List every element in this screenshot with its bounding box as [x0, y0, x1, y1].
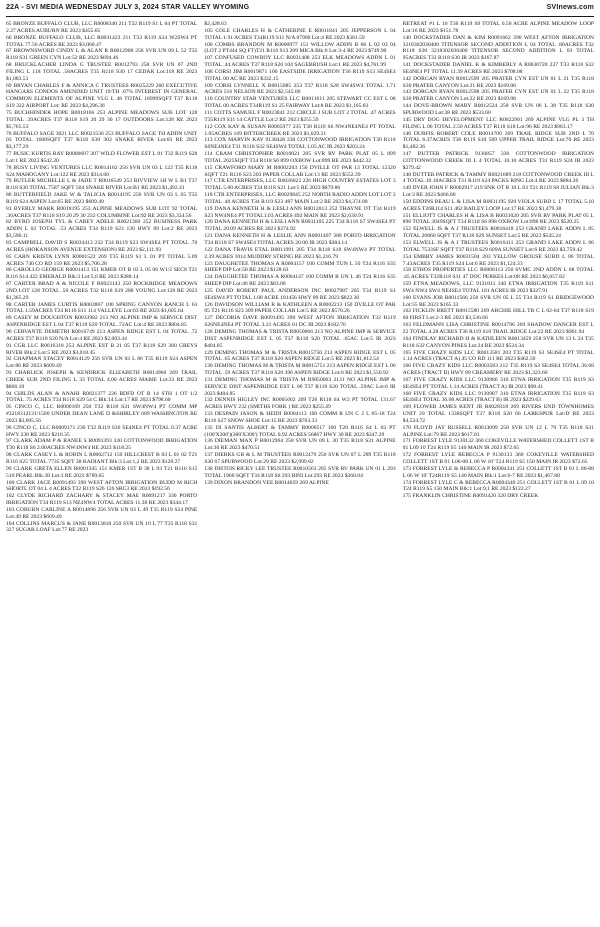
tax-listing-entry: 115 CRAWFORD MARY M R0002203 150 DVILLE OT PAR 13 TOTAL 12320 SQFT T21 R116 S23 203 PAPER COLLAR Lot:13 RE 2023 $552.39	[204, 164, 396, 178]
tax-listing-entry: 130 DEMING THOMAS M & TRISTA M R0015751 213 ASPEN RIDGE EST L 06 TOTAL .59 ACRES T37 R118 S20 396 ASPEN RIDGE Lot:6 RE 2023 $1,550.92	[204, 363, 396, 377]
tax-listing-entry: RETREAT #1 L 16 T36 R119 S9 TOTAL 0.50 ACRE ALPINE MEADOW LOOP Lot:16 RE 2023 $151.78	[402, 21, 594, 34]
tax-listing-entry: 129 DEMING THOMAS M & TRISTA R0015750 213 ASPEN RIDGE EST L 05 TOTAL .65 ACRES T37 R118 S20 ASPEN RIDGE Lot:5 RE 2023 $1,812.54	[204, 349, 396, 363]
tax-listing-entry: 147 DUTTER PATRICK 9130857 330 COTTONWOOD IRRIGATION COTTONWOOD CREEK III L 4 TOTAL 10.10 ACRES T31 R119 S24 IR 2023 $279.42	[402, 151, 594, 171]
tax-listing-entry: 152 ELWELL JS & A J TRUSTEES R0016418 253 GRAND LAKE ADDN L 05 TOTAL 20860 SQFT T37 R118 S29 SUNSET Lot:5 RE 2023 $545.24	[402, 226, 594, 240]
tax-listing-entry: 104 COLLINS MARCUS & JANE R0013818 250 SVR UN 10 L 77 T35 R118 S31 327 SUGAR LOAF Lot:77 RE 2023	[6, 520, 198, 534]
tax-listing-entry: 120 DANA KENNETH H & LESLI ANN R0031105 225 T34 R118 S7 SW4SE4 PT TOTAL 20.09 ACRES RE 2023 $274.92	[204, 219, 396, 233]
tax-listing-entry: 131 DEMING THOMAS M & TRISTA M R9050063 2131 NO ALPINE IMP & SERVICE DIST ASPENRIDGE EST L 06 T37 R118 S20 TOTAL .59AC Lot:6 IR 2023 $404.85	[204, 376, 396, 397]
tax-listing-entry: 107 CONFUSED COWBOY LLC R0031408 253 ELK MEADOWS ADDN L 01 TOTAL .44 ACRES T37 R118 S20 104 SAGEBRUSH Lot:1 RE 2023 $4,761.99	[204, 55, 396, 69]
tax-listing-entry: 82 BYRD JOSEPH TYL & CAREY ADELE R0021360 252 BUSINESS PARK ADDN L 02 TOTAL .53 ACRES T34 R119 S23 130 HWY 89 Lot:2 RE 2023 $3,596.11	[6, 219, 198, 240]
tax-listing-entry: 138 DISTON RICKY LEE TRUSTEE R0010563 205 SVR RV PARK UN 01 L 293 TOTAL 1960 SQFT T34 R118 S6 293 BINI Lot:293 RE 2023 $368.04	[204, 465, 396, 479]
column-right	[403, 21, 594, 926]
tax-listing-entry: $2,428.63	[204, 21, 227, 27]
tax-listing-entry: 112 COX KAY & SUSAN R0005977 235 T30 R118 S6 NW4NE4NE4 PT TOTAL 1.05ACRES 169 BITTERCREEK RE 2023 $1,029.31	[204, 123, 396, 137]
tax-listing-entry: 143 DORGAN RYAN R0012598 205 PRATER CYN EST UN 01 L 22 T35 R118 S30 PRATER CANYON Lot:22 RE 2023 $169.08	[402, 89, 594, 103]
tax-listing-entry: 111 COTTS SAMUEL F R0023841 212 CIRCLE J SUB LOT 2 TOTAL .47 ACRES T35R119 S11 14 CATTLE Lot:2 RE 2023 $255.59	[204, 109, 396, 123]
tax-listing-entry: 123 DAUGHETEE THOMAS A R0004157 100 COMM TUN L 50 T24 R116 S35 SHEEP DIP Lot:50 RE 2023 $128.63	[204, 260, 396, 274]
tax-listing-entry: 67 BROWNSWORD CINDY L & ALAN R R0012908 258 SVR UN 09 L 52 T35 R118 S31 GREEN CYN Lot:52 RE 2023 $694.46	[6, 48, 198, 62]
tax-listing-entry: 93 CHARLICK JOSEPH & KENDRICK ELIZABETH R0014960 269 TRAIL CREEK SUB 2ND FILING L 33 TOTAL 4.00 ACRES MABIE Lot:33 RE 2023 $866.18	[6, 370, 198, 390]
tax-listing-entry: 108 CORSI JIM R0019871 100 EASTSIDE IRRIGATION T36 R119 S13 SE4SE4 TOTAL 00 AC RE 2023 $332.15	[204, 68, 396, 82]
tax-listing-entry: 106 COMBS BRANDON M R0000977 151 WILLOW ADDN B 06 L 02 03 04 (LOT 2 PT444 SQ FT)T21 R116 S13 209 MICA Blk:6 Lot:3-4 RE 2023 $749.90	[204, 41, 396, 55]
tax-listing-entry: 99 CLARK GRETA ELLEN R0001345 151 KMER 1ST B 38 L 03 T21 R116 S15 510 PEARL Blk:38 Lot:3 RE 2023 $789.65	[6, 465, 198, 479]
page-header	[6, 4, 594, 17]
tax-listing-entry: 88 CARTER JAMES CURTIS R0003867 100 SPRING CANYON RANCH L 63 TOTAL 1.59ACRES T24 R116 S11 114 VALLEYE Lot:63 RE 2023 $1,605.64	[6, 301, 198, 315]
tax-listing-entry: 168 FIVE CRAZY KIDS LLC 9130987 310 ETNA IRRIGATION T35 R119 S3 SE4SE4 TOTAL 36.68 ACRES (TRACT B) IR 2023 $229.63	[402, 390, 594, 404]
tax-listing-entry: 144 DOVE-BROWN MARY R0012524 258 SVR UN 06 L 38 T35 R118 S30 SPURWOOD Lot:38 RE 2023 $533.60	[402, 103, 594, 116]
column-left	[6, 21, 197, 926]
tax-listing-entry: 98 CLARK CASEY L & ROBIN L R0002712 150 HILLCREST B 03 L 01 02 T21 R116 S25 TOTAL 7735 SQFT 38 RADIANT Blk:3 Lot:1,2 RE 2023 $128.27	[6, 452, 198, 465]
tax-listing-entry: 102 CLYDE RICHARD ZACHARY & STACEY MAE R0091217 330 PORTO IRRIGATION T34 R119 S13 NE4NW4 TOTAL ACRES 11.38 RE 2023 $344.17	[6, 493, 198, 507]
tax-listing-entry: 125 DAVID ROBERT PAUL ANDERSON INC R0027987 205 T34 R119 S1 SE4SW4 PT TOTAL 1.00 ACRE 101456 HWY 89 RE 2023 $822.30	[204, 287, 396, 301]
tax-listing-entry: 96 CINCO C, LLC R0009171 230 T32 R119 S36 SE4NE4 PT TOTAL 0.37 ACRE HWY 238 RE 2023 $216.35	[6, 424, 198, 438]
tax-listing-entry: 166 FIVE CRAZY KIDS LLC R0003583 212 T35 R119 S3 SE4SE4 TOTAL 36.68 ACRES (TRACT B) HWY 89 CREAMERY RE 2023 $1,323.60	[402, 363, 594, 377]
tax-listing-entry: 170 FLOYD JAY RUSSELL R0013099 258 SVR UN 12 L 79 T35 R118 S31 ALPINE Lot:79 RE 2023 $617.81	[402, 424, 594, 438]
tax-listing-entry: 86 CAROLLO GEORGE R0001413 151 KMER OT B 03 L 05 06 W1/2 SEC8 T21 R116 S14 422 EMERALD Blk:3 Lot:5,6 RE 2023 $388.14	[6, 267, 198, 281]
tax-listing-entry: 78 BUSY LIVING VENTURES LLC R0014162 256 SVR UN 03 L 122 T35 R118 S24 MAHOGANY Lot:122 RE 2023 $314.00	[6, 164, 198, 178]
tax-listing-entry: 175 FRANKLIN CHRISTINE R0091420 320 DRY CREEK	[402, 493, 539, 500]
tax-listing-entry: 83 CAMPBELL DAVID S R0034413 232 T34 R119 S23 SW4SE4 PT TOTAL .70 ACRES (HOKANSON AVENUE EXTENSION) RE 2023 $2,111.93	[6, 240, 198, 253]
tax-listing-entry: 158 ETHOS PROPERTIES LLC R0008113 250 SVMC 2ND ADDN L 08 TOTAL .45 ACRES T32R118 S31 47 DOC PERKES Lot:08 RE 2023 $6,657.82	[402, 267, 594, 281]
tax-listing-entry: 92 CHAPMAN STACEY R0014129 256 SVR UN 03 L 86 T35 R119 S24 ASPEN Lot:86 RE 2023 $609.49	[6, 356, 198, 370]
tax-listing-entry: 135 DI SANTIS ALBERT & TAMMY R0000517 100 T20 R116 S4 L 03 PT (100'X300')(300'X300') TOTAL 0.92 ACRES 56867 HWY 30 RE 2023 $347.29	[204, 424, 396, 438]
tax-listing-entry: 100 CLARK JACE R0091493 390 WEST AFTON IRRIGATION BUDD M RICH SHORTL OT 04 L 4 ACRES T32 R119 S26 126 SRC3 RE 2023 $192.56	[6, 479, 198, 493]
tax-listing-entry: 66 BRONZE BUFFALO CLUB, LLC R0031423 211 T33 R119 S34 W2SW4 PT TOTAL 77.56 ACRES RE 2023 $3,060.47	[6, 34, 198, 48]
tax-listing-entry: 121 DANA KENNETH H & LESLIE ANN R0091407 380 PORTO IRRIGATION T34 R118 S7 SW4SE4 TOTAL ACRES 20.00 IR 2023 $384.14	[204, 233, 396, 246]
tax-listing-entry: 159 ETNA MEADOWS, LLC 9131011 340 ETNA IRRIGATION T35 R119 S11 SW4 NW4 SW4 NE4SE4 TOTAL 181 ACRES IR 2023 $327.91	[402, 281, 594, 294]
tax-listing-entry: 114 CRAM CHRISTOPHER R0010021 205 SVR RV PARK PLAT 05 L 899 TOTAL 2625SQFT T34 R118 S6 899 OXBOW Lot:899 RE 2023 $442.32	[204, 151, 396, 164]
tax-listing-entry: 126 DAVIDSON WILLIAM R & KATHLEEN A R0002213 150 DVILLE OT PAR 05 T21 R116 S23 309 PAPER COLLAR Lot:5 RE 2023 $570.26	[204, 301, 396, 315]
tax-listing-entry: 81 BYERLY MARK R0018195 253 ALPINE MEADOWS SUB LOT 92 TOTAL .36ACRES T37 R118 S19 20 29 30 232 COLUMBINE Lot:92 RE 2023 $3,334.56	[6, 205, 198, 219]
tax-listing-entry: 122 DANA TRAVIS ETAL R0011991 205 T34 R118 S18 SW4NW4 PT TOTAL 2.39 ACRES 1014 MUDDRY STRING RE 2023 $1,216.79	[204, 246, 396, 260]
tax-listing-entry: 153 ELWELL JS & A J TRUSTEES R0016411 253 GRAND LAKE ADDN L 06 TOTAL 7533SF SQFT T37 R118 S29 609A SUNSET Lot:6 RE 2023 $3,759.42	[402, 240, 594, 253]
tax-listing-entry: 140 DOCKSTADER DAN & KIM R0091662 390 WEST AFTON IRRIGATION 3218302030400 TITENSOR SECOND ADDITION L 04 TOTAL .80ACRES T32 R118 S30 3218302030400 TITENSOR SECOND ADDITION L 03 TOTAL 95ACRES T32 R118 S30 IR 2023 $167.87	[402, 34, 594, 62]
tax-listing-entry: 165 FIVE CRAZY KIDS LLC R0013581 203 T35 R119 S3 SE4SE4 PT TOTAL 1.14 ACRES (TRACT A) 45 CO RD 111 RE 2023 $462.50	[402, 349, 594, 363]
tax-listing-entry: 162 FICKLIN BRETT R0015580 269 ARCHIE HILL TR C L 02-04 T37 R118 S19 60 FIRST Lot:2-3 RE 2023 $3,536.66	[402, 308, 594, 322]
tax-listing-entry: 94 CHILDS ALAN & ANAHI R0021377 226 BDFD OT B 14 STH 1 OT 1/2 TOTAL .75 ACRES T34 R118 S29 54 C Blk:14 Lot:17 RE 2023 $798.60	[6, 390, 198, 404]
tax-listing-entry: 169 FLOWER JAMES KENT JR R0028318 269 RIVERS END TOWNHOMES UNIT 20 TOTAL 1338SQFT T37 R118 S20 66 LARKSPUR Lot:D RE 2023 $4,524.72	[402, 404, 594, 424]
tax-listing-entry: 154 EMBRY JAMES R0031504 203 YELLOW GROUSE SUBD L 06 TOTAL 7.43ACRES T35 R119 S24 Lot:6 RE 2023 $1,124.33	[402, 253, 594, 267]
tax-listing-entry: 142 DORGAN RYAN R0012599 205 PRATER CYN EST UN 01 L 21 T35 R118 S30 PRATER CANYON Lot:21 RE 2023 $169.08	[402, 75, 594, 89]
tax-listing-entry: 148 DUTTER PATRICK & TAMMY R0021689 218 COTTONWOOD CREEK III L 4 TOTAL 10.10ACRES T31 R119 S24 PACKS RING Lot:4 RE 2023 $884.26	[402, 171, 594, 185]
tax-listing-entry: 113 COX MARVIN KAY 9130428 330 COTTONWOOD IRRIGATION T30 R118 S6NE4NE4 T31 N118 S32 SE4SW4 TOTAL 1.05 AC IR 2023 $203.24	[204, 137, 396, 151]
tax-listing-entry: 136 DIEMAN MAX P R0012964 258 SVR UN 09 L 30 T35 R118 S31 ALPINE Lot:30 RE 2023 $470.51	[204, 438, 396, 452]
tax-listing-entry: 146 DURFIS ROBERT COLE R0014700 269 TRAIL RIDGE SUB 2ND L 70 TOTAL 6.37ACRES T36 R119 S10 589 UPPER TRAIL RIDGE Lot:70 RE 2023 $1,482.36	[402, 130, 594, 151]
tax-listing-entry: 69 BRYAN CHARLES F & ANNICA C TRUSTEES R0025229 260 EXECUTIVE HANGARS CONDOS AMENDED UNIT 19/TH .07% INTEREST IN GENERAL COMMON ELEMENTS OF ALPINE VLG L 48 TOTAL 18999SQFT T37 R118 S19 322 AIRPORT Lot: RE 2023 $4,296.36	[6, 82, 198, 110]
tax-listing-entry: 172 FORREST LYLE REBECCA P 9130133 360 COKEVILLE WATERSHED COLLETT 1ST B 01 L06-08 L 06 W 10' T24 R119 S5 150 MAIN IR 2023 $72.65	[402, 452, 594, 465]
tax-listing-entry: 103 COBURN CARLINE A R0014896 256 SVR UN 03 L 49 T35 R119 S24 PINE Lot:49 RE 2023 $609.49	[6, 506, 198, 520]
tax-listing-entry: 65 BRONZE BUFFALO CLUB, LLC R0008340 211 T32 R119 S1 L 04 PT TOTAL 2.27 ACRES AUBURN RE 2023 $455.65	[6, 21, 198, 34]
tax-listing-entry: 150 EDDINS BEAU L & LISA M R0031195 920 VIOLA SUBD L 17 TOTAL 5.10 ACRES T26R114 S11 462 BAILEY LOOP Lot:17 RE 2023 $1,479.38	[402, 198, 594, 212]
tax-listing-entry: 79 BUTLER MICHELLE L & JADE T R0016549 253 RIVVIEW 1H W L B1 T37 R118 S30 TOTAL 7587 SQFT 504 SNAKE RIVER Lot:B1 RE 2023 $1,492.41	[6, 178, 198, 192]
tax-listing-entry: 133 DESPAIN JASON & HEIDI R0004113 100 COMM R UN C 2 L 05-18 T24 R116 S27 SNOW SHOE Lot:15 RE 2023 $763.33	[204, 411, 396, 424]
tax-listing-entry: 173 FORREST LYLE & REBECCA P R0004341 251 COLLETT 1ST B 01 L 06-08 L 06 W 10' T24R119 S5 140 MAIN Blk:1 Lot:6-7 RE 2023 $1,467.88	[402, 465, 594, 479]
tax-listing-entry: 167 FIVE CRAZY KIDS LLC 9130986 310 ETNA IRRIGATION T35 R119 S3 SE4SE4 PT TOTAL 1.14 ACRES (TRACT A) IR 2023 $90.41	[402, 376, 594, 390]
tax-listing-entry: 145 DRY DOG DEVELOPMENT LLC R0022901 269 ALPINE VLG PL 3 TH FILING L 06 TOTAL 2.50 ACRES T37 R118 S18 Lot:96 RE 2023 $963.17	[402, 116, 594, 130]
tax-listing-entry: 110 COUNTRY STAR VENTURES LLC R0011611 205 STEWART CC EST L 08 TOTAL 00 ACRES T34R119 S1 25 FAIRWAY Lot:8 RE 2023 $1,165.83	[204, 96, 396, 110]
tax-listing-entry: 164 FINDLAY RICHARD H & KATHLEEN R0013459 258 SVR UN 13 L 24 T35 R118 S32 CANYON PINES Lot:24 RE 2023 $524.34	[402, 335, 594, 349]
tax-listing-entry: 132 DENNIS HIGLEY INC R0005662 209 T26 R118 S4 W2 PT TOTAL 131.67 ACRES HWY 232 (SMITHS FORK ) RE 2023 $255.49	[204, 397, 396, 411]
tax-listing-entry: 89 CASEY M DOUGHTON R0033982 213 NO ALPINE IMP & SERVICE DIST ASPENRIDGE EST L 04 T37 R118 S20 TOTAL .72AC Lot:4 RE 2023 $804.85	[6, 315, 198, 329]
tax-listing-entry: 163 FELDMANN LISA CHRISTINE R0014796 269 SHADOW DANCER EST L 22 TOTAL 4.28 ACRES T36 R119 S10 TRAIL RIDGE Lot:22 RE 2023 $961.94	[402, 322, 594, 335]
tax-listing-entry: 87 CARTER BRAD A & NICOLE F R0023143 250 ROCKRIDGE MEADOWS 2ND LOT 128 TOTAL .50 ACRES T32 R118 S19 288 YOUNG Lot:128 RE 2023 $1,365.29	[6, 281, 198, 301]
tax-listing-entry: 171 FORREST LYLE 9130132 360 COKEVILLE WATERSHED COLLETT 1ST B 01 L09 10 T24 R119 S5 140 MAIN IR 2023 $72.65	[402, 438, 594, 452]
header-edition-line: 22A - SVI MEDIA WEDNESDAY JULY 3, 2024 STAR VALLEY WYOMING	[6, 4, 250, 11]
tax-list-columns	[6, 21, 594, 926]
tax-listing-entry: 77 BUSIC KURTIS RAY R0000607 207 WILD FLOWER EST L 01 T32 R119 S28 Lot:1 RE 2023 $542.20	[6, 151, 198, 164]
tax-listing-entry: 128 DEMING THOMAS & TRISTA R9050066 213 NO ALPINE IMP & SERVICE DIST ASPENRIDGE EST L 05 T37 R118 S20 TOTAL .65AC Lot:5 IR 2023 $404.85	[204, 328, 396, 349]
tax-listing-entry: 117 CTR ENTERPRISES, LLC R0026022 226 HIGH COUNTRY ESTATES LOT 3 TOTAL 5.00 ACRES T34 R118 S21 Lot:5 RE 2023 $879.86	[204, 178, 396, 192]
tax-listing-entry: 109 CORSI LYNNELL X R0015885 253 T37 R118 S28 SW4SW4 TOTAL 1.71 ACRES 516 NELSON RE 2023 $2,545.06	[204, 82, 396, 96]
tax-listing-entry: 127 DECORIA DAVE R0091495 390 WEST AFTON IRRIGATION T32 R119 S26NE4NE4 PT TOTAL 3.21 ACRES 01 DC IR 2023 $182.76	[204, 315, 396, 329]
tax-listing-entry: 141 DOCKSTADER DANIEL K & KIMBERLY A R0030720 237 T33 R118 S32 SE4NE4 PT TOTAL 11.39 ACRES RE 2023 $708.08	[402, 62, 594, 75]
tax-listing-entry: 151 ELLIOTT CHARLES H & LISA B R0031020 205 SVR RV PARK PLAT 05 L 898 TOTAL 3049SQFT T34 R118 S6 898 OXBOW Lot:898 RE 2023 $520.25	[402, 212, 594, 226]
tax-listing-entry: 76 BUFFALO SAGE 3021 LLC R0021536 253 BUFFALO SAGE TH ADDN UNIT 03 TOTAL 1608SQFT T37 R118 S30 302 SNAKE RIVER Lot:03 RE 2023 $3,177.29	[6, 130, 198, 151]
tax-listing-entry: 149 DYER JOHN F R0002917 219 SNK OT B 10 L 03 T21 R119 S8 JULIAN Blk:3 Lot:3 RE 2023 $466.00	[402, 185, 594, 199]
tax-listing-entry: 90 CERVANTE DEMETRI R0016749 213 ASPEN RIDGE EST L 04 TOTAL .72 ACRES T37 R118 S20 N/A Lot:4 RE 2023 $2,003.44	[6, 328, 198, 342]
tax-listing-entry: 137 DIERKS GR & L M TRUSTEES R0012479 250 SVR UN 07 L 289 T35 R118 S30 67 SPURWOOD Lot:29 RE 2023 $2,099.82	[204, 452, 396, 465]
tax-listing-entry: 80 BUTTERFIELD JAKE W & TALICIA R0014195 256 SVR UN 03 L 65 T35 R119 S24 ASPEN Lot:65 RE 2023 $609.49	[6, 192, 198, 205]
column-middle	[204, 21, 395, 926]
tax-listing-entry: 91 CGR LLC R0016318 253 ALPINE EST B 21 05 T37 R118 S29 380 GREYS RIVER Blk:2 Lot:5 RE 2023 $3,018.45	[6, 342, 198, 356]
tax-listing-entry: 119 DANA KENNETH H & LESLI ANN R0012013 252 THAYNE OT T34 R119 S23 NW4NE4 PT TOTAL1.03 ACRES 492 MAIN RE 2023 $2,630.91	[204, 205, 396, 219]
tax-listing-entry: 75 BUCHHINDER HOPE R0018166 253 ALPINE MEADOWS SUB LOT 128 TOTAL .39ACRES T37 R118 S19 20 29 30 17 OUTDOORS Lot:128 RE 2023 $5,765.53	[6, 109, 198, 130]
tax-listing-entry: 68 BRUCKLACHER LINDA G TRUSTEE R0012793 258 SVR UN 07 2ND FILING L 118 TOTAL .58ACRES T35 R118 S30 17 CEDAR Lot:118 RE 2023 $1,083.51	[6, 62, 198, 82]
tax-listing-entry: 97 CLARK ADAM P & RANEE S R0091393 330 COTTONWOOD IRRIGATION T30 R118 S6 2.00ACRES NW4NW4 RE 2023 $118.25	[6, 438, 198, 452]
tax-listing-entry: 105 COLE CHARLES H & CATHERINE E R0011841 205 JEPPERSON L 04 TOTAL 1.91 ACRES T34R119 S11 N/A 07900 Lot:4 RE 2023 $381.59	[204, 27, 396, 41]
tax-listing-entry: 139 DIXON BRANDON VEE R0014659 269 ALPINE	[204, 479, 329, 486]
tax-listing-entry: 95 CINCO C, LLC R0000109 250 T32 R118 S31 SW4NW4 PT COMM MP #3218312131/1500 UNDER DEAN LANE D &SHIRLEY 689 WASHINGTON RE 2023 $3,605.56	[6, 404, 198, 424]
tax-listing-entry: 174 FORREST LYLE C & REBECCA R0004340 251 COLLETT 1ST B 01 L 09 10 T24 R119 S5 150 MAIN Blk:1 Lot:9,1 RE 2023 $122.27	[402, 479, 594, 493]
tax-listing-entry: 118 CTR ENTERPRISES, LLC R0029845 252 NORTH RADIO ADDN LOT LOT 2 TOTAL .40 ACRES T34 R119 S23 487 MAIN Lot:2 RE 2023 $4,374.88	[204, 192, 396, 205]
tax-listing-entry: 85 CARN KRISTA LYNN R0001522 269 T35 R119 S1 L 01 PT TOTAL 5.09 ACRES 740 CO RD 159 RE 2023 $5,706.28	[6, 253, 198, 267]
header-website: SVInews.com	[546, 4, 594, 11]
tax-listing-entry: 160 EVANS JOB R0011566 258 SVR UN 05 L 55 T34 R119 S1 BRIDGEWOOD Lot:55 RE 2023 $165.33	[402, 294, 594, 308]
tax-listing-entry: 124 DAUGHETEE THOMAS A R0004147 100 COMM R UN L 46 T24 R116 S35 SHEEP DIP Lot:46 RE 2023 $83.08	[204, 274, 396, 288]
